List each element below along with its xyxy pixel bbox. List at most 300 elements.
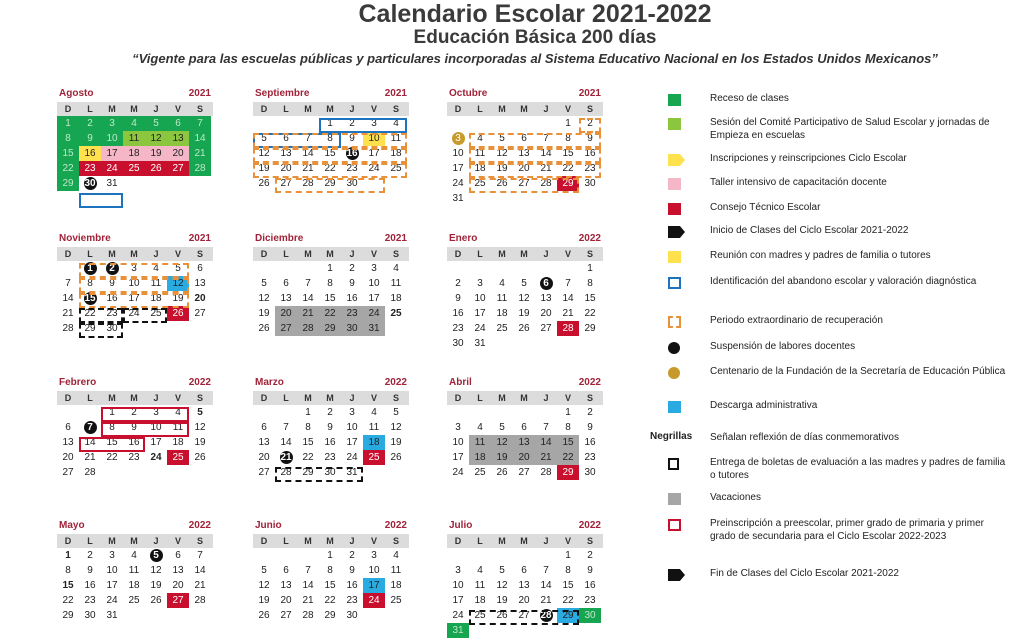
day-cell: 27 bbox=[194, 308, 206, 319]
day-cell: 5 bbox=[521, 278, 527, 289]
day-cell: 20 bbox=[167, 146, 189, 161]
month-name: Enero bbox=[449, 233, 478, 244]
weekday-label: S bbox=[196, 393, 203, 403]
day-cell: 21 bbox=[189, 146, 211, 161]
day-cell: 26 bbox=[258, 178, 270, 189]
day-cell: 3 bbox=[349, 407, 355, 418]
day-cell: 26 bbox=[167, 306, 189, 321]
month-name: Mayo bbox=[59, 520, 85, 531]
month-year: 2022 bbox=[188, 377, 211, 388]
legend-text: Entrega de boletas de evaluación a las madres y padres de familia o tutores bbox=[710, 457, 1006, 481]
day-cell: 19 bbox=[258, 308, 270, 319]
month-header bbox=[253, 233, 409, 246]
day-cell: 27 bbox=[167, 161, 189, 176]
day-cell: 9 bbox=[87, 565, 93, 576]
empty-cell bbox=[513, 405, 535, 420]
weekday-row bbox=[447, 391, 603, 405]
day-cell: 2 bbox=[455, 278, 461, 289]
month-header bbox=[253, 377, 409, 390]
weekday-label: J bbox=[543, 393, 549, 403]
weekday-label: M bbox=[498, 249, 506, 259]
day-cell: 24 bbox=[452, 467, 464, 478]
day-cell: 8 bbox=[587, 278, 593, 289]
weekday-label: L bbox=[283, 536, 289, 546]
day-cell: 22 bbox=[106, 452, 118, 463]
day-cell: 28 bbox=[302, 178, 314, 189]
day-cell: 18 bbox=[390, 148, 402, 159]
day-cell: 20 bbox=[518, 163, 530, 174]
legend-swatch bbox=[668, 493, 681, 505]
day-cell: 15 bbox=[57, 146, 79, 161]
day-cell: 12 bbox=[258, 148, 270, 159]
day-cell: 30 bbox=[346, 178, 358, 189]
day-cell: 15 bbox=[324, 148, 336, 159]
day-cell: 29 bbox=[324, 610, 336, 621]
weekday-label: S bbox=[586, 104, 593, 114]
month-agosto bbox=[57, 88, 213, 191]
day-cell: 12 bbox=[518, 293, 530, 304]
day-cell: 27 bbox=[518, 467, 530, 478]
day-cell: 13 bbox=[194, 278, 206, 289]
day-cell: 28 bbox=[540, 467, 552, 478]
day-cell: 11 bbox=[390, 278, 402, 289]
day-grid bbox=[447, 548, 603, 638]
month-header bbox=[57, 233, 213, 246]
day-cell: 9 bbox=[349, 565, 355, 576]
day-cell: 10 bbox=[474, 293, 486, 304]
day-cell: 20 bbox=[275, 306, 297, 321]
day-cell: 17 bbox=[452, 452, 464, 463]
day-cell: 22 bbox=[57, 161, 79, 176]
day-cell: 20 bbox=[540, 308, 552, 319]
day-cell: 18 bbox=[469, 450, 491, 465]
day-cell: 21 bbox=[540, 163, 552, 174]
weekday-label: D bbox=[454, 536, 462, 546]
month-year: 2021 bbox=[578, 88, 601, 99]
month-header bbox=[447, 520, 603, 533]
day-cell: 16 bbox=[324, 437, 336, 448]
day-cell: 12 bbox=[258, 293, 270, 304]
day-cell: 6 bbox=[175, 550, 181, 561]
day-cell: 26 bbox=[496, 467, 508, 478]
day-cell: 7 bbox=[283, 422, 289, 433]
month-noviembre bbox=[57, 233, 213, 336]
weekday-label: M bbox=[520, 249, 528, 259]
empty-cell bbox=[297, 261, 319, 276]
day-cell: 17 bbox=[452, 595, 464, 606]
weekday-label: L bbox=[477, 536, 483, 546]
day-cell: 8 bbox=[87, 278, 93, 289]
weekday-label: V bbox=[370, 536, 377, 546]
day-cell: 15 bbox=[557, 435, 579, 450]
day-cell: 2 bbox=[587, 407, 593, 418]
day-cell: 3 bbox=[455, 422, 461, 433]
day-cell: 15 bbox=[302, 437, 314, 448]
empty-cell bbox=[253, 116, 275, 131]
day-cell: 17 bbox=[346, 437, 358, 448]
day-cell: 15 bbox=[324, 580, 336, 591]
empty-cell bbox=[513, 548, 535, 563]
weekday-label: S bbox=[196, 249, 203, 259]
day-cell: 28 bbox=[84, 467, 96, 478]
day-cell: 22 bbox=[562, 595, 574, 606]
day-cell: 17 bbox=[363, 578, 385, 593]
day-cell: 6 bbox=[167, 116, 189, 131]
day-grid bbox=[57, 116, 213, 191]
day-cell: 15 bbox=[62, 580, 74, 591]
day-cell: 22 bbox=[324, 595, 336, 606]
day-cell: 26 bbox=[145, 161, 167, 176]
month-name: Noviembre bbox=[59, 233, 111, 244]
day-cell: 4 bbox=[131, 550, 137, 561]
day-cell: 30 bbox=[584, 178, 596, 189]
day-cell: 29 bbox=[557, 465, 579, 480]
day-cell: 4 bbox=[477, 133, 483, 144]
day-cell: 20 bbox=[194, 293, 206, 304]
empty-cell bbox=[297, 116, 319, 131]
empty-cell bbox=[275, 261, 297, 276]
day-cell: 31 bbox=[452, 193, 464, 204]
day-cell: 2 bbox=[131, 407, 137, 418]
empty-cell bbox=[535, 405, 557, 420]
day-cell: 17 bbox=[106, 580, 118, 591]
day-cell: 18 bbox=[172, 437, 184, 448]
day-cell: 21 bbox=[297, 306, 319, 321]
day-cell: 26 bbox=[194, 452, 206, 463]
day-cell: 12 bbox=[258, 580, 270, 591]
weekday-label: M bbox=[108, 104, 116, 114]
day-cell: 11 bbox=[150, 278, 162, 289]
weekday-label: D bbox=[454, 393, 462, 403]
day-cell: 24 bbox=[101, 161, 123, 176]
day-cell: 14 bbox=[194, 565, 206, 576]
day-cell: 24 bbox=[106, 595, 118, 606]
empty-cell bbox=[469, 405, 491, 420]
empty-cell bbox=[447, 548, 469, 563]
legend-text: Inscripciones y reinscripciones Ciclo Escolar bbox=[710, 153, 907, 164]
legend-swatch bbox=[668, 458, 679, 470]
weekday-label: J bbox=[543, 249, 549, 259]
page-note: “Vigente para las escuelas públicas y particulares incorporadas al Sistema Educativo Nacional en los Estados Unidos Mexicanos” bbox=[132, 51, 938, 66]
day-cell: 18 bbox=[390, 293, 402, 304]
day-cell: 24 bbox=[452, 610, 464, 621]
month-year: 2021 bbox=[188, 88, 211, 99]
weekday-label: J bbox=[349, 104, 355, 114]
day-cell: 15 bbox=[584, 293, 596, 304]
day-cell: 17 bbox=[128, 293, 140, 304]
empty-cell bbox=[253, 548, 275, 563]
month-name: Abril bbox=[449, 377, 472, 388]
month-header bbox=[57, 88, 213, 101]
day-cell: 5 bbox=[499, 133, 505, 144]
day-cell: 13 bbox=[513, 435, 535, 450]
legend-swatch bbox=[668, 203, 681, 215]
day-cell: 9 bbox=[349, 278, 355, 289]
day-cell: 3 bbox=[447, 131, 469, 146]
weekday-label: L bbox=[87, 104, 93, 114]
weekday-label: L bbox=[283, 393, 289, 403]
day-cell: 6 bbox=[283, 565, 289, 576]
day-cell: 9 bbox=[455, 293, 461, 304]
day-cell: 22 bbox=[62, 595, 74, 606]
day-cell: 19 bbox=[172, 293, 184, 304]
day-cell: 6 bbox=[535, 276, 557, 291]
legend-swatch bbox=[668, 367, 680, 379]
day-cell: 19 bbox=[258, 595, 270, 606]
day-cell: 8 bbox=[327, 278, 333, 289]
day-cell: 1 bbox=[565, 550, 571, 561]
day-cell: 21 bbox=[535, 450, 557, 465]
day-cell: 17 bbox=[368, 293, 380, 304]
day-cell: 23 bbox=[106, 308, 118, 319]
weekday-label: S bbox=[196, 104, 203, 114]
day-cell: 10 bbox=[452, 148, 464, 159]
day-cell: 20 bbox=[513, 450, 535, 465]
day-cell: 18 bbox=[496, 308, 508, 319]
day-cell: 27 bbox=[518, 610, 530, 621]
month-year: 2021 bbox=[384, 88, 407, 99]
day-cell: 3 bbox=[371, 263, 377, 274]
day-cell: 30 bbox=[584, 467, 596, 478]
day-cell: 5 bbox=[197, 407, 203, 418]
day-cell: 21 bbox=[302, 595, 314, 606]
day-cell: 12 bbox=[145, 131, 167, 146]
day-cell: 4 bbox=[175, 407, 181, 418]
day-cell: 3 bbox=[109, 550, 115, 561]
day-cell: 8 bbox=[565, 133, 571, 144]
day-cell: 30 bbox=[452, 338, 464, 349]
day-cell: 28 bbox=[557, 321, 579, 336]
legend-swatch bbox=[668, 401, 681, 413]
day-cell: 13 bbox=[280, 293, 292, 304]
day-cell: 6 bbox=[65, 422, 71, 433]
day-cell: 26 bbox=[390, 452, 402, 463]
day-cell: 19 bbox=[390, 437, 402, 448]
day-cell: 16 bbox=[106, 293, 118, 304]
day-cell: 4 bbox=[393, 550, 399, 561]
day-cell: 7 bbox=[543, 133, 549, 144]
weekday-row bbox=[447, 534, 603, 548]
weekday-label: S bbox=[196, 536, 203, 546]
weekday-row bbox=[57, 247, 213, 261]
day-cell: 4 bbox=[477, 565, 483, 576]
legend-swatch bbox=[668, 519, 681, 531]
day-cell: 12 bbox=[194, 422, 206, 433]
day-cell: 31 bbox=[106, 610, 118, 621]
day-cell: 14 bbox=[302, 580, 314, 591]
day-cell: 20 bbox=[518, 595, 530, 606]
month-year: 2022 bbox=[188, 520, 211, 531]
day-cell: 23 bbox=[324, 452, 336, 463]
weekday-row bbox=[57, 534, 213, 548]
day-cell: 3 bbox=[131, 263, 137, 274]
weekday-label: M bbox=[326, 104, 334, 114]
empty-cell bbox=[535, 261, 557, 276]
day-cell: 14 bbox=[189, 131, 211, 146]
day-cell: 1 bbox=[57, 116, 79, 131]
month-mayo bbox=[57, 520, 213, 623]
day-cell: 21 bbox=[540, 595, 552, 606]
day-cell: 9 bbox=[349, 133, 355, 144]
month-header bbox=[57, 377, 213, 390]
weekday-label: D bbox=[260, 393, 268, 403]
day-cell: 27 bbox=[62, 467, 74, 478]
day-cell: 16 bbox=[452, 308, 464, 319]
day-cell: 7 bbox=[79, 420, 101, 435]
day-cell: 13 bbox=[280, 148, 292, 159]
day-cell: 28 bbox=[302, 610, 314, 621]
legend-text: Descarga administrativa bbox=[710, 400, 818, 411]
day-cell: 4 bbox=[393, 263, 399, 274]
month-febrero bbox=[57, 377, 213, 480]
month-junio bbox=[253, 520, 409, 623]
empty-cell bbox=[469, 548, 491, 563]
day-cell: 5 bbox=[393, 407, 399, 418]
month-year: 2022 bbox=[384, 520, 407, 531]
weekday-label: S bbox=[586, 536, 593, 546]
empty-cell bbox=[535, 548, 557, 563]
day-cell: 10 bbox=[128, 278, 140, 289]
day-cell: 29 bbox=[557, 176, 579, 191]
day-cell: 29 bbox=[57, 176, 79, 191]
weekday-label: D bbox=[64, 536, 72, 546]
weekday-label: V bbox=[370, 104, 377, 114]
day-cell: 13 bbox=[518, 148, 530, 159]
day-cell: 11 bbox=[469, 435, 491, 450]
day-cell: 23 bbox=[346, 163, 358, 174]
empty-cell bbox=[447, 261, 469, 276]
legend-bold-label: Negrillas bbox=[650, 431, 693, 442]
empty-cell bbox=[253, 405, 275, 420]
month-name: Agosto bbox=[59, 88, 94, 99]
day-cell: 26 bbox=[496, 178, 508, 189]
legend-swatch bbox=[668, 226, 685, 238]
day-cell: 30 bbox=[84, 610, 96, 621]
day-cell: 2 bbox=[349, 118, 355, 129]
day-cell: 19 bbox=[491, 450, 513, 465]
empty-cell bbox=[275, 116, 297, 131]
day-cell: 14 bbox=[540, 580, 552, 591]
day-cell: 19 bbox=[194, 437, 206, 448]
month-year: 2022 bbox=[384, 377, 407, 388]
day-cell: 22 bbox=[562, 163, 574, 174]
day-cell: 10 bbox=[368, 278, 380, 289]
legend-text: Periodo extraordinario de recuperación bbox=[710, 315, 883, 326]
day-cell: 29 bbox=[557, 608, 579, 623]
legend-text: Preinscripción a preescolar, primer grado de primaria y primer grado de secundaria para el Ciclo Escolar 2022-2023 bbox=[710, 518, 984, 542]
day-cell: 25 bbox=[390, 308, 402, 319]
weekday-label: M bbox=[108, 536, 116, 546]
day-cell: 14 bbox=[535, 435, 557, 450]
day-cell: 8 bbox=[327, 133, 333, 144]
empty-cell bbox=[557, 261, 579, 276]
day-cell: 28 bbox=[297, 321, 319, 336]
weekday-label: V bbox=[174, 393, 181, 403]
legend-swatch bbox=[668, 316, 681, 328]
day-cell: 25 bbox=[150, 308, 162, 319]
day-grid bbox=[447, 116, 603, 206]
day-cell: 15 bbox=[84, 293, 96, 304]
day-cell: 22 bbox=[302, 452, 314, 463]
day-cell: 17 bbox=[368, 148, 380, 159]
weekday-label: M bbox=[130, 536, 138, 546]
day-cell: 5 bbox=[261, 565, 267, 576]
day-cell: 24 bbox=[452, 178, 464, 189]
day-cell: 24 bbox=[368, 163, 380, 174]
weekday-label: M bbox=[304, 393, 312, 403]
day-cell: 19 bbox=[150, 580, 162, 591]
day-cell: 11 bbox=[368, 422, 380, 433]
day-cell: 31 bbox=[363, 321, 385, 336]
month-octubre bbox=[447, 88, 603, 206]
day-cell: 31 bbox=[106, 178, 118, 189]
day-cell: 6 bbox=[261, 422, 267, 433]
day-cell: 6 bbox=[283, 133, 289, 144]
day-cell: 22 bbox=[324, 163, 336, 174]
month-name: Junio bbox=[255, 520, 282, 531]
weekday-label: V bbox=[174, 249, 181, 259]
month-header bbox=[253, 88, 409, 101]
day-cell: 7 bbox=[543, 422, 549, 433]
day-cell: 28 bbox=[189, 161, 211, 176]
day-cell: 29 bbox=[62, 610, 74, 621]
weekday-label: S bbox=[392, 104, 399, 114]
day-cell: 13 bbox=[280, 580, 292, 591]
day-cell: 12 bbox=[167, 276, 189, 291]
empty-cell bbox=[79, 405, 101, 420]
day-cell: 9 bbox=[587, 133, 593, 144]
day-cell: 2 bbox=[87, 550, 93, 561]
day-cell: 16 bbox=[346, 148, 358, 159]
day-cell: 1 bbox=[327, 263, 333, 274]
weekday-label: J bbox=[153, 104, 159, 114]
weekday-label: V bbox=[564, 393, 571, 403]
day-cell: 14 bbox=[302, 148, 314, 159]
day-cell: 8 bbox=[327, 565, 333, 576]
day-cell: 9 bbox=[587, 422, 593, 433]
day-cell: 26 bbox=[258, 323, 270, 334]
day-cell: 30 bbox=[341, 321, 363, 336]
day-cell: 24 bbox=[128, 308, 140, 319]
day-cell: 5 bbox=[499, 422, 505, 433]
weekday-label: M bbox=[304, 536, 312, 546]
day-cell: 9 bbox=[327, 422, 333, 433]
day-cell: 11 bbox=[128, 565, 140, 576]
weekday-row bbox=[253, 102, 409, 116]
weekday-label: S bbox=[586, 393, 593, 403]
legend-text: Consejo Técnico Escolar bbox=[710, 202, 821, 213]
day-cell: 27 bbox=[540, 323, 552, 334]
month-year: 2022 bbox=[578, 377, 601, 388]
day-cell: 6 bbox=[521, 133, 527, 144]
day-cell: 13 bbox=[167, 131, 189, 146]
weekday-label: L bbox=[87, 536, 93, 546]
legend-text: Suspensión de labores docentes bbox=[710, 341, 856, 352]
day-cell: 15 bbox=[562, 580, 574, 591]
day-cell: 3 bbox=[477, 278, 483, 289]
day-cell: 25 bbox=[128, 595, 140, 606]
weekday-label: V bbox=[564, 536, 571, 546]
day-grid bbox=[57, 405, 213, 480]
day-cell: 22 bbox=[584, 308, 596, 319]
day-cell: 1 bbox=[65, 550, 71, 561]
day-cell: 21 bbox=[280, 452, 292, 463]
day-cell: 24 bbox=[474, 323, 486, 334]
day-cell: 28 bbox=[540, 610, 552, 621]
day-grid bbox=[57, 548, 213, 623]
weekday-label: S bbox=[392, 536, 399, 546]
day-cell: 27 bbox=[167, 593, 189, 608]
